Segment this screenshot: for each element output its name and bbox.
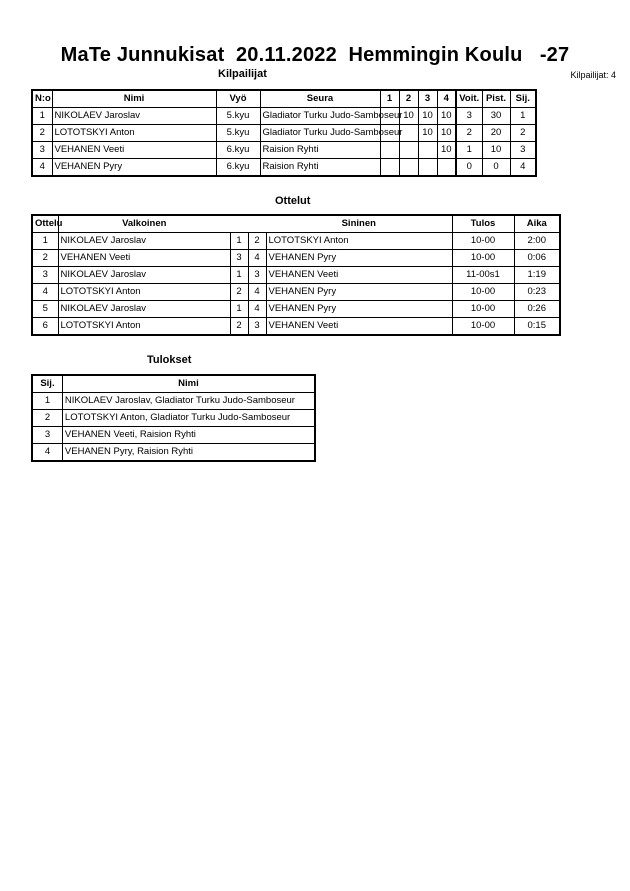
col-header-tulos: Tulos (452, 215, 514, 233)
header-spacer (230, 215, 248, 233)
col-header-2: 2 (399, 90, 418, 108)
cell-m4 (437, 159, 456, 177)
cell-m4: 10 (437, 142, 456, 159)
cell-sij: 1 (32, 393, 62, 410)
cell-m4: 10 (437, 108, 456, 125)
cell-no: 4 (32, 159, 52, 177)
table-row (32, 142, 536, 159)
table-row (32, 410, 315, 427)
cell-white-no: 1 (230, 301, 248, 318)
cell-valkoinen: NIKOLAEV Jaroslav (58, 233, 230, 250)
cell-sij: 4 (32, 444, 62, 462)
table-row (32, 125, 536, 142)
cell-voit: 3 (456, 108, 482, 125)
table-row (32, 267, 560, 284)
col-header-nimi: Nimi (52, 90, 216, 108)
cell-sininen: VEHANEN Pyry (266, 250, 452, 267)
cell-blue-no: 3 (248, 267, 266, 284)
col-header-1: 1 (380, 90, 399, 108)
cell-nimi: NIKOLAEV Jaroslav (52, 108, 216, 125)
cell-m2 (399, 159, 418, 177)
col-header-vyo: Vyö (216, 90, 260, 108)
cell-m2 (399, 142, 418, 159)
cell-no: 1 (32, 108, 52, 125)
cell-m1 (380, 159, 399, 177)
tulokset-table (31, 374, 316, 462)
col-header-valkoinen: Valkoinen (58, 215, 230, 233)
cell-m4: 10 (437, 125, 456, 142)
cell-nimi: VEHANEN Pyry, Raision Ryhti (62, 444, 315, 462)
cell-pist: 0 (482, 159, 510, 177)
cell-blue-no: 4 (248, 284, 266, 301)
cell-vyo: 5.kyu (216, 125, 260, 142)
cell-sij: 1 (510, 108, 536, 125)
cell-blue-no: 4 (248, 250, 266, 267)
col-header-4: 4 (437, 90, 456, 108)
cell-white-no: 1 (230, 233, 248, 250)
table-row (32, 159, 536, 177)
cell-nimi: VEHANEN Veeti, Raision Ryhti (62, 427, 315, 444)
cell-seura: Gladiator Turku Judo-Samboseur (260, 108, 380, 125)
cell-ottelu: 3 (32, 267, 58, 284)
table-row (32, 301, 560, 318)
cell-white-no: 1 (230, 267, 248, 284)
table-row (32, 427, 315, 444)
cell-sininen: VEHANEN Veeti (266, 318, 452, 336)
cell-vyo: 5.kyu (216, 108, 260, 125)
table-row (32, 318, 560, 336)
cell-aika: 0:26 (514, 301, 560, 318)
cell-sij: 3 (32, 427, 62, 444)
cell-valkoinen: NIKOLAEV Jaroslav (58, 267, 230, 284)
cell-sininen: VEHANEN Veeti (266, 267, 452, 284)
cell-m3: 10 (418, 108, 437, 125)
cell-aika: 0:23 (514, 284, 560, 301)
cell-aika: 1:19 (514, 267, 560, 284)
table-row (32, 250, 560, 267)
cell-white-no: 2 (230, 284, 248, 301)
cell-sij: 3 (510, 142, 536, 159)
col-header-sij: Sij. (32, 375, 62, 393)
col-header-sij: Sij. (510, 90, 536, 108)
cell-m3: 10 (418, 125, 437, 142)
cell-sininen: VEHANEN Pyry (266, 301, 452, 318)
col-header-pist: Pist. (482, 90, 510, 108)
cell-blue-no: 2 (248, 233, 266, 250)
cell-pist: 20 (482, 125, 510, 142)
cell-voit: 0 (456, 159, 482, 177)
col-header-no: N:o (32, 90, 52, 108)
table-row (32, 444, 315, 462)
cell-vyo: 6.kyu (216, 159, 260, 177)
cell-pist: 10 (482, 142, 510, 159)
cell-sij: 4 (510, 159, 536, 177)
cell-tulos: 10-00 (452, 233, 514, 250)
cell-white-no: 2 (230, 318, 248, 336)
header-spacer (248, 215, 266, 233)
cell-ottelu: 6 (32, 318, 58, 336)
participant-count: Kilpailijat: 4 (570, 70, 616, 80)
col-header-seura: Seura (260, 90, 380, 108)
cell-seura: Gladiator Turku Judo-Samboseur (260, 125, 380, 142)
table-row (32, 393, 315, 410)
table-header-row (32, 215, 560, 233)
cell-m3 (418, 159, 437, 177)
cell-sininen: LOTOTSKYI Anton (266, 233, 452, 250)
cell-valkoinen: LOTOTSKYI Anton (58, 284, 230, 301)
kilpailijat-table (31, 89, 537, 177)
col-header-ottelu: Ottelu (32, 215, 58, 233)
cell-aika: 2:00 (514, 233, 560, 250)
cell-tulos: 10-00 (452, 318, 514, 336)
cell-seura: Raision Ryhti (260, 159, 380, 177)
cell-nimi: LOTOTSKYI Anton (52, 125, 216, 142)
table-header-row (32, 375, 315, 393)
page-title: MaTe Junnukisat 20.11.2022 Hemmingin Koulu -27 (60, 44, 570, 66)
cell-sij: 2 (32, 410, 62, 427)
cell-white-no: 3 (230, 250, 248, 267)
cell-nimi: LOTOTSKYI Anton, Gladiator Turku Judo-Samboseur (62, 410, 315, 427)
kilpailijat-title: Kilpailijat (218, 68, 267, 80)
col-header-voit: Voit. (456, 90, 482, 108)
col-header-sininen: Sininen (266, 215, 452, 233)
cell-ottelu: 2 (32, 250, 58, 267)
cell-aika: 0:06 (514, 250, 560, 267)
cell-vyo: 6.kyu (216, 142, 260, 159)
cell-m3 (418, 142, 437, 159)
cell-nimi: VEHANEN Pyry (52, 159, 216, 177)
cell-no: 2 (32, 125, 52, 142)
cell-valkoinen: VEHANEN Veeti (58, 250, 230, 267)
cell-sij: 2 (510, 125, 536, 142)
cell-valkoinen: NIKOLAEV Jaroslav (58, 301, 230, 318)
cell-blue-no: 3 (248, 318, 266, 336)
tulokset-title: Tulokset (147, 354, 192, 366)
cell-voit: 2 (456, 125, 482, 142)
cell-tulos: 10-00 (452, 250, 514, 267)
ottelut-title: Ottelut (275, 195, 311, 207)
cell-sininen: VEHANEN Pyry (266, 284, 452, 301)
cell-nimi: VEHANEN Veeti (52, 142, 216, 159)
ottelut-table (31, 214, 561, 336)
cell-m1 (380, 142, 399, 159)
col-header-nimi: Nimi (62, 375, 315, 393)
col-header-3: 3 (418, 90, 437, 108)
cell-tulos: 10-00 (452, 301, 514, 318)
cell-tulos: 11-00s1 (452, 267, 514, 284)
col-header-aika: Aika (514, 215, 560, 233)
cell-ottelu: 1 (32, 233, 58, 250)
cell-ottelu: 5 (32, 301, 58, 318)
cell-voit: 1 (456, 142, 482, 159)
table-row (32, 108, 536, 125)
cell-ottelu: 4 (32, 284, 58, 301)
cell-blue-no: 4 (248, 301, 266, 318)
table-row (32, 284, 560, 301)
cell-m2: 10 (399, 108, 418, 125)
cell-nimi: NIKOLAEV Jaroslav, Gladiator Turku Judo-Samboseur (62, 393, 315, 410)
cell-pist: 30 (482, 108, 510, 125)
cell-no: 3 (32, 142, 52, 159)
cell-aika: 0:15 (514, 318, 560, 336)
table-row (32, 233, 560, 250)
table-header-row (32, 90, 536, 108)
cell-tulos: 10-00 (452, 284, 514, 301)
cell-valkoinen: LOTOTSKYI Anton (58, 318, 230, 336)
cell-seura: Raision Ryhti (260, 142, 380, 159)
